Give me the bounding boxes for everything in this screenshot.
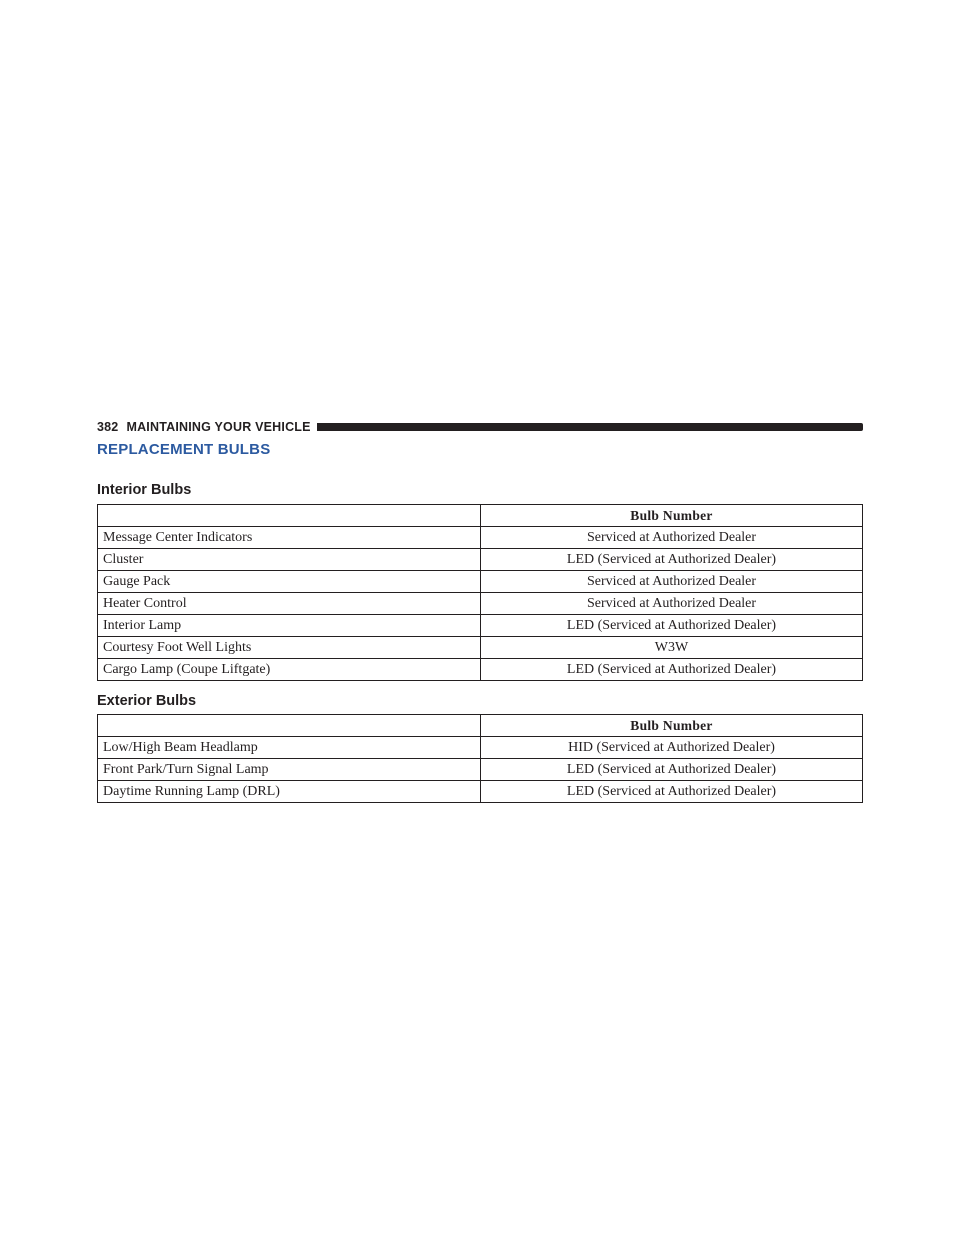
bulb-name: Front Park/Turn Signal Lamp bbox=[98, 759, 481, 781]
table-header-blank bbox=[98, 505, 481, 527]
table-row bbox=[98, 637, 863, 659]
bulb-name: Message Center Indicators bbox=[98, 527, 481, 549]
bulb-name: Low/High Beam Headlamp bbox=[98, 737, 481, 759]
page-number: 382 bbox=[97, 420, 119, 434]
chapter-title: MAINTAINING YOUR VEHICLE bbox=[126, 420, 311, 434]
exterior-bulbs-table bbox=[97, 714, 863, 803]
table-row bbox=[98, 593, 863, 615]
bulb-number: W3W bbox=[481, 637, 863, 659]
table-header-bulb-number: Bulb Number bbox=[481, 715, 863, 737]
bulb-number: LED (Serviced at Authorized Dealer) bbox=[481, 759, 863, 781]
table-row bbox=[98, 759, 863, 781]
exterior-bulbs-heading: Exterior Bulbs bbox=[97, 693, 197, 709]
bulb-number: Serviced at Authorized Dealer bbox=[481, 593, 863, 615]
table-row bbox=[98, 615, 863, 637]
bulb-name: Heater Control bbox=[98, 593, 481, 615]
bulb-number: LED (Serviced at Authorized Dealer) bbox=[481, 781, 863, 803]
table-row bbox=[98, 737, 863, 759]
header-rule bbox=[317, 423, 863, 431]
bulb-name: Courtesy Foot Well Lights bbox=[98, 637, 481, 659]
section-title: REPLACEMENT BULBS bbox=[97, 441, 271, 458]
bulb-number: LED (Serviced at Authorized Dealer) bbox=[481, 659, 863, 681]
bulb-number: Serviced at Authorized Dealer bbox=[481, 527, 863, 549]
interior-bulbs-table bbox=[97, 504, 863, 681]
table-header-row bbox=[98, 505, 863, 527]
table-header-row bbox=[98, 715, 863, 737]
table-header-bulb-number: Bulb Number bbox=[481, 505, 863, 527]
bulb-number: Serviced at Authorized Dealer bbox=[481, 571, 863, 593]
table-row bbox=[98, 549, 863, 571]
bulb-number: HID (Serviced at Authorized Dealer) bbox=[481, 737, 863, 759]
table-row bbox=[98, 659, 863, 681]
table-row bbox=[98, 527, 863, 549]
interior-bulbs-heading: Interior Bulbs bbox=[97, 482, 192, 498]
table-row bbox=[98, 571, 863, 593]
bulb-name: Gauge Pack bbox=[98, 571, 481, 593]
page-header bbox=[97, 418, 863, 436]
bulb-number: LED (Serviced at Authorized Dealer) bbox=[481, 615, 863, 637]
table-row bbox=[98, 781, 863, 803]
bulb-name: Daytime Running Lamp (DRL) bbox=[98, 781, 481, 803]
bulb-number: LED (Serviced at Authorized Dealer) bbox=[481, 549, 863, 571]
bulb-name: Interior Lamp bbox=[98, 615, 481, 637]
bulb-name: Cluster bbox=[98, 549, 481, 571]
bulb-name: Cargo Lamp (Coupe Liftgate) bbox=[98, 659, 481, 681]
table-header-blank bbox=[98, 715, 481, 737]
